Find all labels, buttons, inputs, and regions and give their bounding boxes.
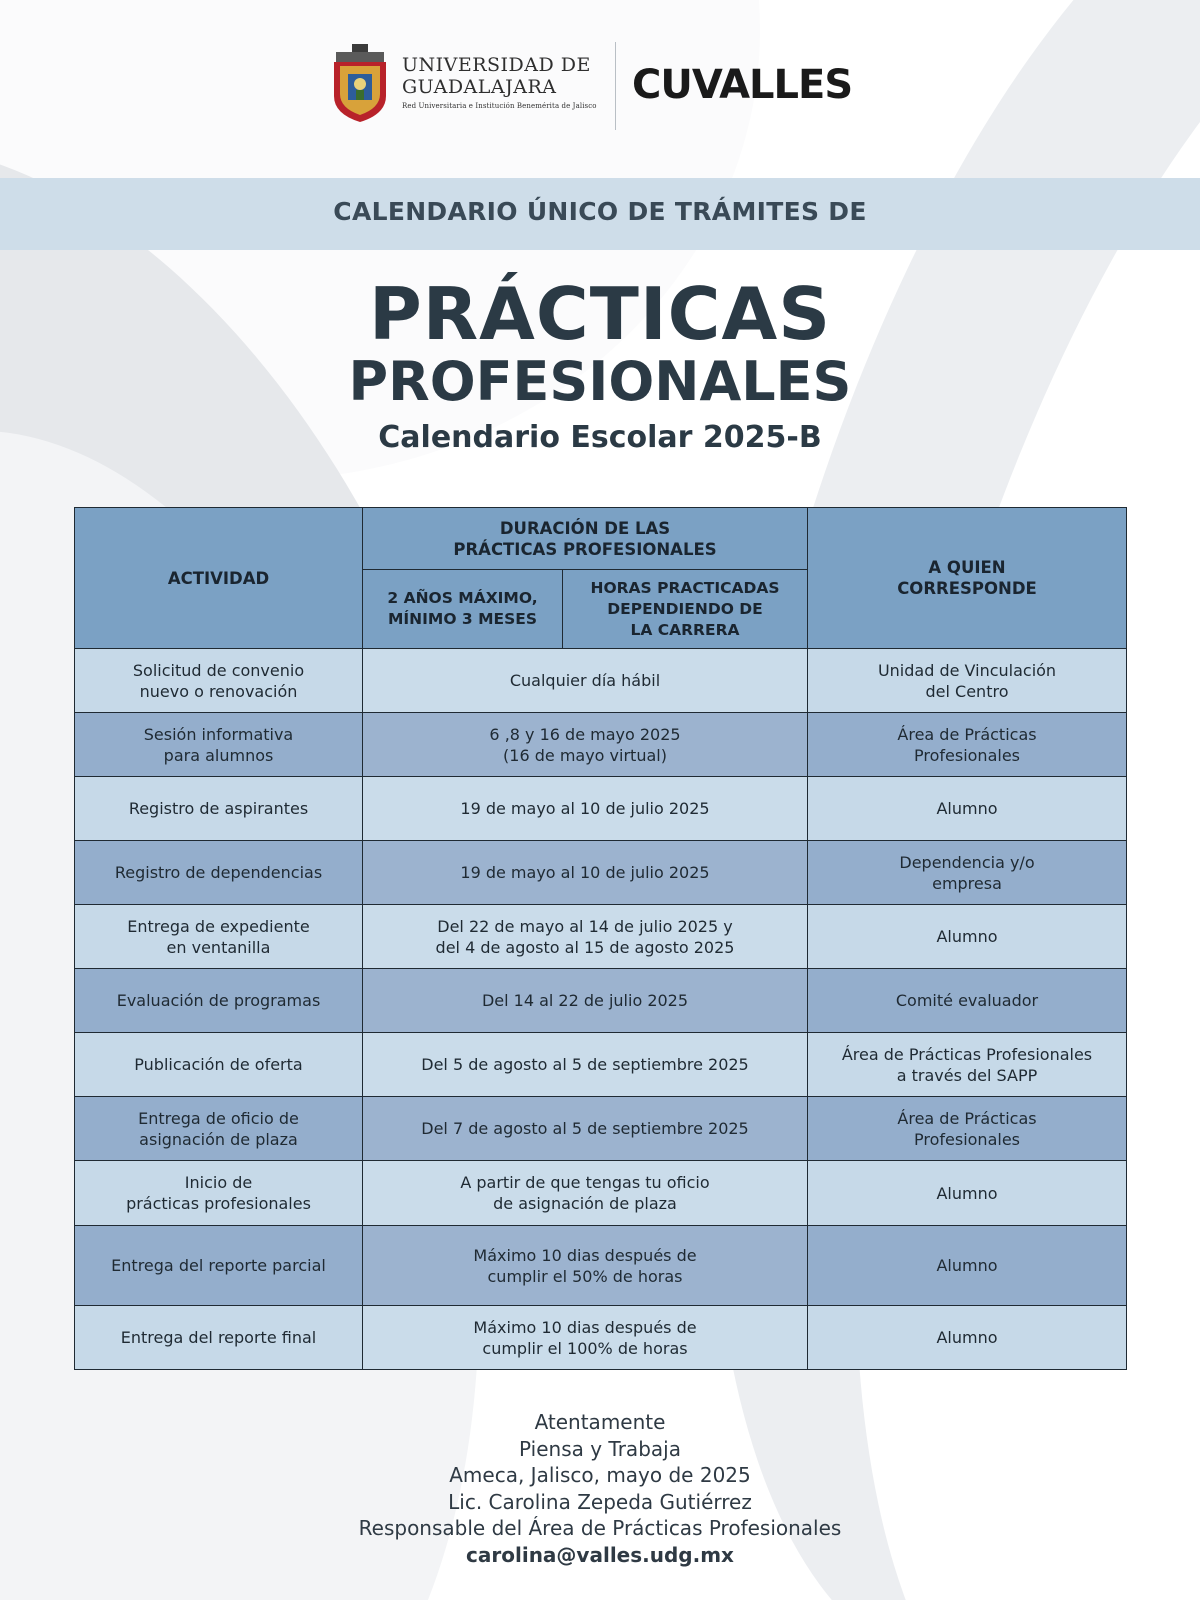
header-duration: DURACIÓN DE LAS PRÁCTICAS PROFESIONALES xyxy=(363,508,808,570)
cell-dates: Cualquier día hábil xyxy=(363,649,808,713)
table-row xyxy=(75,969,1127,1033)
university-tagline: Red Universitaria e Institución Benemérita de Jalisco xyxy=(402,102,597,110)
footer-closing: Atentamente xyxy=(534,1410,666,1434)
cell-responsible: Alumno xyxy=(808,777,1127,841)
cell-responsible: Comité evaluador xyxy=(808,969,1127,1033)
cell-dates: Máximo 10 dias después de cumplir el 100% de horas xyxy=(363,1306,808,1370)
cell-responsible: Área de Prácticas Profesionales xyxy=(808,713,1127,777)
cell-activity: Entrega del reporte final xyxy=(75,1306,363,1370)
header-activity: ACTIVIDAD xyxy=(75,508,363,649)
university-crest-icon xyxy=(330,44,390,122)
cell-responsible: Dependencia y/o empresa xyxy=(808,841,1127,905)
footer-place-date: Ameca, Jalisco, mayo de 2025 xyxy=(449,1463,751,1487)
signature-block xyxy=(0,1409,1200,1568)
cell-dates: 6 ,8 y 16 de mayo 2025 (16 de mayo virtual) xyxy=(363,713,808,777)
cell-responsible: Área de Prácticas Profesionales xyxy=(808,1097,1127,1161)
university-name xyxy=(402,54,597,110)
table-row xyxy=(75,841,1127,905)
footer-signer-role: Responsable del Área de Prácticas Profesionales xyxy=(358,1516,842,1540)
footer-motto: Piensa y Trabaja xyxy=(519,1436,681,1461)
logo-divider xyxy=(615,42,616,130)
cell-dates: Del 5 de agosto al 5 de septiembre 2025 xyxy=(363,1033,808,1097)
cell-activity: Registro de dependencias xyxy=(75,841,363,905)
cell-activity: Inicio de prácticas profesionales xyxy=(75,1161,363,1226)
cell-dates: Del 22 de mayo al 14 de julio 2025 y del 4 de agosto al 15 de agosto 2025 xyxy=(363,905,808,969)
table-row xyxy=(75,1033,1127,1097)
cell-responsible: Alumno xyxy=(808,1306,1127,1370)
page-subtitle: Calendario Escolar 2025-B xyxy=(378,420,822,455)
schedule-table xyxy=(74,507,1127,1370)
university-line1: UNIVERSIDAD DE xyxy=(402,54,591,76)
band-title: CALENDARIO ÚNICO DE TRÁMITES DE xyxy=(333,197,867,226)
cell-activity: Entrega de oficio de asignación de plaza xyxy=(75,1097,363,1161)
center-logo: CUVALLES xyxy=(632,62,853,108)
cell-activity: Evaluación de programas xyxy=(75,969,363,1033)
cell-dates: Del 7 de agosto al 5 de septiembre 2025 xyxy=(363,1097,808,1161)
table-row xyxy=(75,649,1127,713)
cell-activity: Entrega de expediente en ventanilla xyxy=(75,905,363,969)
cell-activity: Sesión informativa para alumnos xyxy=(75,713,363,777)
header-duration-hours: HORAS PRACTICADAS DEPENDIENDO DE LA CARRERA xyxy=(563,570,808,649)
header-logos xyxy=(330,42,870,132)
university-line2: GUADALAJARA xyxy=(402,76,557,98)
cell-activity: Entrega del reporte parcial xyxy=(75,1226,363,1306)
cell-dates: A partir de que tengas tu oficio de asignación de plaza xyxy=(363,1161,808,1226)
page-title-line2: PROFESIONALES xyxy=(348,350,852,413)
table-row xyxy=(75,1161,1127,1226)
cell-responsible: Alumno xyxy=(808,905,1127,969)
footer-email-link[interactable]: carolina@valles.udg.mx xyxy=(466,1542,734,1567)
cell-dates: Del 14 al 22 de julio 2025 xyxy=(363,969,808,1033)
table-row xyxy=(75,1306,1127,1370)
header-duration-max: 2 AÑOS MÁXIMO, MÍNIMO 3 MESES xyxy=(363,570,563,649)
footer-signer-name: Lic. Carolina Zepeda Gutiérrez xyxy=(448,1489,752,1514)
cell-dates: Máximo 10 dias después de cumplir el 50% de horas xyxy=(363,1226,808,1306)
table-row xyxy=(75,1226,1127,1306)
header-responsible: A QUIEN CORRESPONDE xyxy=(808,508,1127,649)
cell-responsible: Alumno xyxy=(808,1161,1127,1226)
cell-responsible: Alumno xyxy=(808,1226,1127,1306)
table-row xyxy=(75,905,1127,969)
cell-responsible: Unidad de Vinculación del Centro xyxy=(808,649,1127,713)
cell-activity: Solicitud de convenio nuevo o renovación xyxy=(75,649,363,713)
page-title-line1: PRÁCTICAS xyxy=(368,272,832,356)
table-row xyxy=(75,713,1127,777)
cell-dates: 19 de mayo al 10 de julio 2025 xyxy=(363,841,808,905)
cell-responsible: Área de Prácticas Profesionales a través del SAPP xyxy=(808,1033,1127,1097)
table-row xyxy=(75,1097,1127,1161)
cell-activity: Publicación de oferta xyxy=(75,1033,363,1097)
cell-dates: 19 de mayo al 10 de julio 2025 xyxy=(363,777,808,841)
table-row xyxy=(75,777,1127,841)
cell-activity: Registro de aspirantes xyxy=(75,777,363,841)
